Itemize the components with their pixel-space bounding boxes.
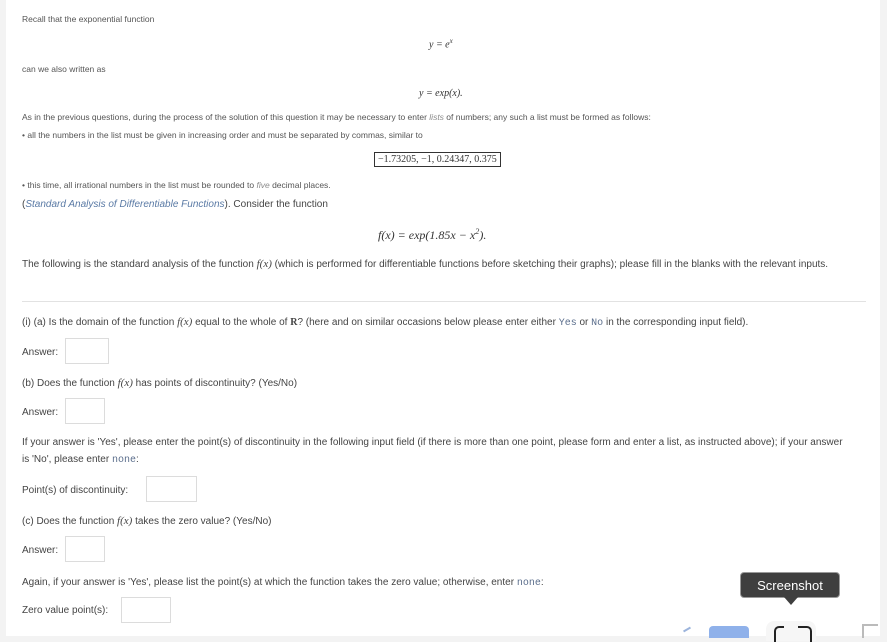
problem-title: (Standard Analysis of Differentiable Functions). Consider the function xyxy=(22,199,328,210)
equation-y-exp: y = exp(x). xyxy=(419,88,463,99)
problem-description: The following is the standard analysis of the function f(x) (which is performed for differentiable functions before sketching their graphs); please fill in the blanks with the relevant inputs. xyxy=(22,258,829,270)
highlight-tool-icon[interactable] xyxy=(709,626,749,638)
answer-a-input[interactable] xyxy=(65,338,109,364)
discontinuity-note: If your answer is 'Yes', please enter the point(s) of discontinuity in the following input field (if there is more than one point, please form and enter a list, as instructed above); if your answer is 'No', please enter none: xyxy=(22,437,843,466)
screenshot-tooltip: Screenshot xyxy=(740,572,840,598)
answer-c-label: Answer: xyxy=(22,545,59,556)
list-instructions: As in the previous questions, during the process of the solution of this question it may be necessary to enter lists of numbers; any such a list must be formed as follows: xyxy=(22,112,651,122)
bullet-rounding: • this time, all irrational numbers in the list must be rounded to five decimal places. xyxy=(22,180,331,190)
recall-text: Recall that the exponential function xyxy=(22,14,155,24)
discontinuity-input[interactable] xyxy=(146,476,197,502)
also-written-text: can we also written as xyxy=(22,64,106,74)
equation-y-ex: $y = e^x$ xyxy=(429,37,453,51)
answer-a-label: Answer: xyxy=(22,347,59,358)
zero-value-label: Zero value point(s): xyxy=(22,605,109,616)
sample-list-box: −1.73205, −1, 0.24347, 0.375 xyxy=(374,152,501,167)
question-c: (c) Does the function f(x) takes the zero value? (Yes/No) xyxy=(22,515,272,527)
bullet-increasing-order: • all the numbers in the list must be given in increasing order and must be separated by commas, similar to xyxy=(22,130,423,140)
function-equation: $f(x) = \exp(1.85x - x^2)$. xyxy=(378,227,487,242)
question-a: (i) (a) Is the domain of the function f(x) equal to the whole of R? (here and on similar occasions below please enter either Yes or No in the corresponding input field). xyxy=(22,316,749,329)
question-page xyxy=(6,0,880,636)
zero-value-input[interactable] xyxy=(121,597,171,623)
tooltip-arrow xyxy=(784,597,798,605)
answer-b-label: Answer: xyxy=(22,407,59,418)
problem-title-link[interactable]: Standard Analysis of Differentiable Functions xyxy=(25,199,225,210)
discontinuity-label: Point(s) of discontinuity: xyxy=(22,485,129,496)
question-b: (b) Does the function f(x) has points of discontinuity? (Yes/No) xyxy=(22,377,298,389)
divider xyxy=(22,301,866,302)
answer-c-input[interactable] xyxy=(65,536,105,562)
lists-link: lists xyxy=(429,112,444,122)
answer-b-input[interactable] xyxy=(65,398,105,424)
screenshot-icon xyxy=(774,626,812,642)
zero-value-note: Again, if your answer is 'Yes', please list the point(s) at which the function takes the zero value; otherwise, enter none: xyxy=(22,577,544,589)
